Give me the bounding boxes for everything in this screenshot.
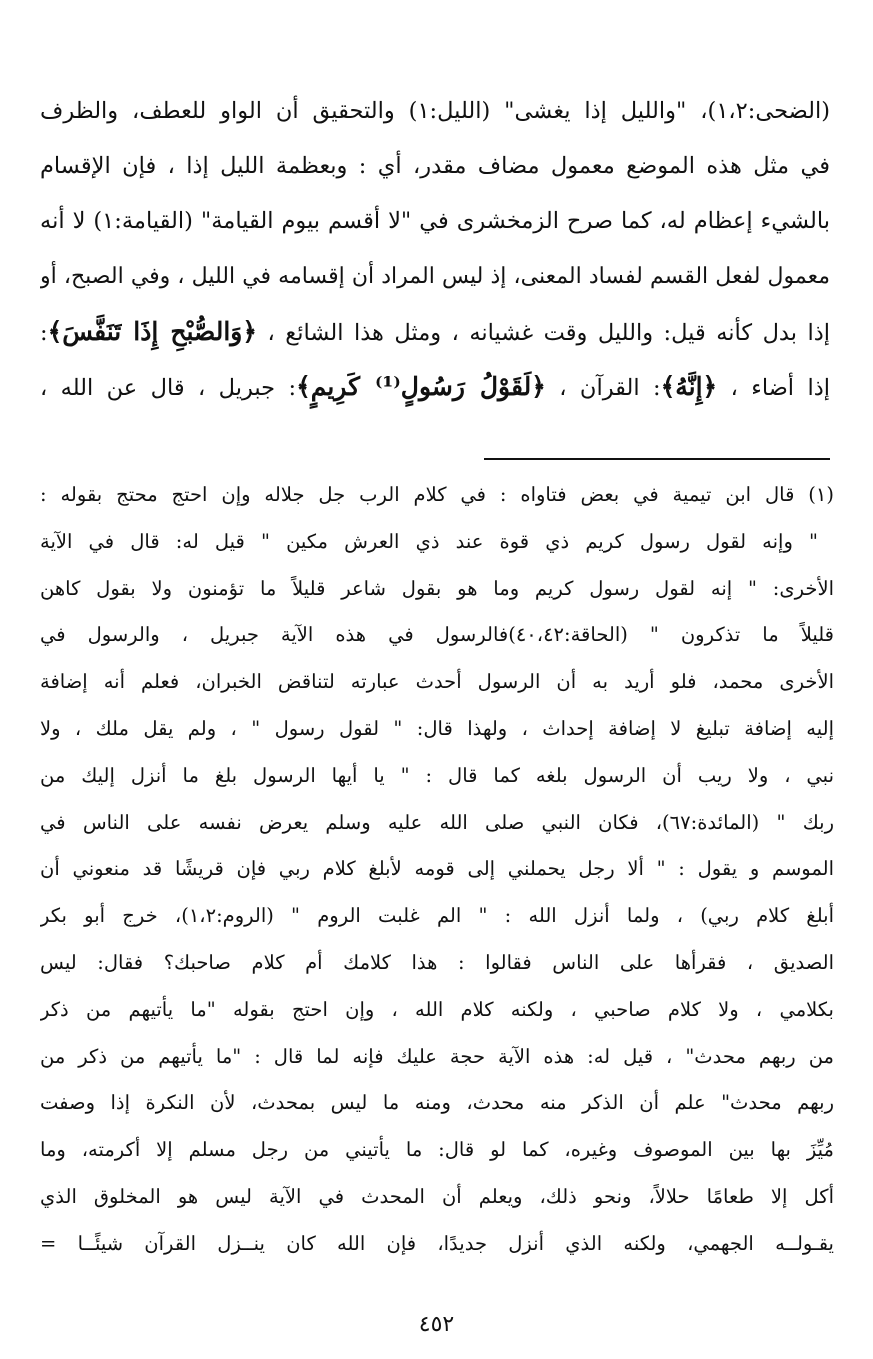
page-number: ٤٥٢ [418,1312,455,1337]
footnote-line: أكل إلا طعامًا حلالاً، ونحو ذلك، ويعلم أن المحدث في الآية ليس هو المخلوق الذي [40,1184,834,1208]
footnote-line: أبلغ كلام ربي) ، ولما أنزل الله : " الم غلبت الروم " (الروم:١،٢)، خرج أبو بكر [40,904,834,928]
main-text-line: بالشيء إعظام له، كما صرح الزمخشرى في "لا أقسم بيوم القيامة" (القيامة:١) لا أنه [40,208,830,234]
footnote-line: إليه إضافة تبليغ لا إضافة إحداث ، ولهذا قال: " لقول رسول " ، ولم يقل ملك ، ولا [40,716,834,740]
footnote-line: الصديق ، فقرأها على الناس فقالوا : هذا كلامك أم كلام صاحبك؟ فقال: ليس [40,950,834,974]
main-text-line: في مثل هذه الموضع معمول مضاف مقدر، أي : وبعظمة الليل إذا ، فإن الإقسام [40,153,830,179]
main-text-line: (الضحى:١،٢)، "والليل إذا يغشى" (الليل:١) والتحقيق أن الواو للعطف، والظرف [40,98,830,124]
footnote-line: قليلاً ما تذكرون " (الحاقة:٤٠،٤٢)فالرسول في هذه الآية جبريل ، والرسول في [40,623,834,647]
footnote-line: ربك " (المائدة:٦٧)، فكان النبي صلى الله عليه وسلم يعرض نفسه على الناس في [40,810,834,834]
footnote [40,472,834,1268]
main-text [40,84,830,414]
footnote-line: نبي ، ولا ريب أن الرسول بلغه كما قال : " يا أيها الرسول بلغ ما أنزل إليك من [40,763,834,787]
main-text-segment: : [40,320,48,346]
footnote-line: (١) قال ابن تيمية في بعض فتاواه : في كلام الرب جل جلاله وإن احتج محتج بقوله : [40,483,834,506]
main-text-line [40,304,830,359]
footnote-divider [484,458,830,460]
footnote-line: بكلامي ، ولا كلام صاحبي ، ولكنه كلام الله ، وإن احتج بقوله "ما يأتيهم من ذكر [40,997,834,1021]
footnote-line: الأخرى: " إنه لقول رسول كريم وما هو بقول شاعر قليلاً ما تؤمنون ولا بقول كاهن [40,576,834,600]
main-text-segment: : القرآن ، [545,375,661,401]
footnote-line: ربهم محدث" علم أن الذكر منه محدث، ومنه ما ليس بمحدث، لأن النكرة إذا وصفت [40,1091,834,1115]
main-text-segment: إذا أضاء ، [717,375,830,401]
footnote-line: مُيِّزَ بها بين الموصوف وغيره، كما لو قال: ما يأتيني من رجل مسلم إلا أكرمته، وما [40,1138,834,1162]
footnote-line: الأخرى محمد، فلو أريد به أن الرسول أحدث عبارته لتناقض الخبران، فعلم أنه إضافة [40,670,834,694]
main-text-line [40,359,830,414]
quran-verse: ﴿وَالصُّبْحِ إِذَا تَنَفَّسَ﴾ [47,317,257,346]
footnote-line: يقـولــه الجهمي، ولكنه الذي أنزل جديدًا، فإن الله كان ينــزل القرآن شيئًــا = [40,1231,834,1255]
main-text-line: معمول لفعل القسم لفساد المعنى، إذ ليس المراد أن إقسامه في الليل ، وفي الصبح، أو [40,264,830,289]
footnote-line: " وإنه لقول رسول كريم ذي قوة عند ذي العرش مكين " قيل له: قال في الآية [40,529,818,553]
main-text-segment: إذا بدل كأنه قيل: والليل وقت غشيانه ، ومثل هذا الشائع ، [257,320,830,346]
footnote-line: الموسم و يقول : " ألا رجل يحملني إلى قومه لأبلغ كلام ربي فإن قريشًا قد منعوني أن [40,857,834,881]
footnote-line: من ربهم محدث" ، قيل له: هذه الآية حجة عليك فإنه لما قال : "ما يأتيهم من ذكر من [40,1044,834,1068]
quran-verse: ﴿لَقَوْلُ رَسُولٍ⁽¹⁾ كَرِيمٍ﴾ [296,372,546,401]
main-text-segment: : جبريل ، قال عن الله ، [40,375,297,401]
quran-verse: ﴿إِنَّهُ﴾ [660,372,718,401]
